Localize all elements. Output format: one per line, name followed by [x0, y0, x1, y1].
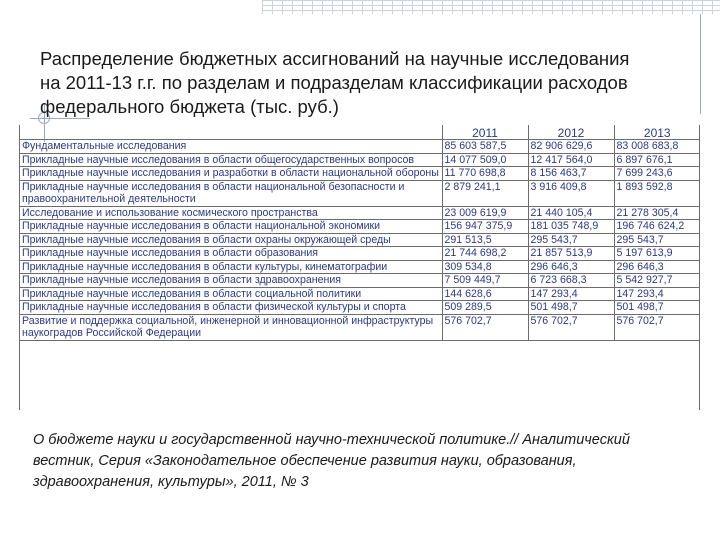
value-2012: 3 916 409,8	[528, 180, 614, 206]
row-name: Прикладные научные исследования в области образования	[20, 247, 442, 261]
header-blank	[20, 125, 442, 140]
value-2013: 501 498,7	[614, 301, 700, 315]
header-year-2011: 2011	[442, 125, 528, 140]
value-2013: 5 197 613,9	[614, 247, 700, 261]
row-name: Развитие и поддержка социальной, инженерной и инновационной инфраструктуры наукоградов Российской Федерации	[20, 314, 442, 340]
value-2013: 83 008 683,8	[614, 140, 700, 154]
value-2012: 501 498,7	[528, 301, 614, 315]
value-2012: 295 543,7	[528, 233, 614, 247]
value-2011: 2 879 241,1	[442, 180, 528, 206]
value-2013: 196 746 624,2	[614, 220, 700, 234]
table-row	[20, 220, 700, 234]
value-2012: 296 646,3	[528, 260, 614, 274]
row-name: Прикладные научные исследования в области национальной безопасности и правоохранительной деятельности	[20, 180, 442, 206]
row-name: Фундаментальные исследования	[20, 140, 442, 154]
value-2012: 6 723 668,3	[528, 274, 614, 288]
title-line: Распределение бюджетных ассигнований на научные исследования	[40, 48, 630, 69]
title-line: федерального бюджета (тыс. руб.)	[40, 96, 339, 117]
table-row	[20, 206, 700, 220]
value-2012: 8 156 463,7	[528, 167, 614, 181]
value-2013: 5 542 927,7	[614, 274, 700, 288]
value-2012: 21 440 105,4	[528, 206, 614, 220]
value-2011: 23 009 619,9	[442, 206, 528, 220]
value-2012: 21 857 513,9	[528, 247, 614, 261]
table-row	[20, 287, 700, 301]
row-name: Прикладные научные исследования и разработки в области национальной обороны	[20, 167, 442, 181]
row-name: Прикладные научные исследования в области охраны окружающей среды	[20, 233, 442, 247]
value-2012: 12 417 564,0	[528, 153, 614, 167]
value-2013: 21 278 305,4	[614, 206, 700, 220]
value-2012: 82 906 629,6	[528, 140, 614, 154]
row-name: Прикладные научные исследования в области здравоохранения	[20, 274, 442, 288]
value-2013: 576 702,7	[614, 314, 700, 340]
value-2013: 296 646,3	[614, 260, 700, 274]
value-2011: 14 077 509,0	[442, 153, 528, 167]
value-2012: 147 293,4	[528, 287, 614, 301]
row-name: Прикладные научные исследования в области физической культуры и спорта	[20, 301, 442, 315]
source-citation	[33, 430, 693, 493]
value-2012: 181 035 748,9	[528, 220, 614, 234]
citation-line: здравоохранения, культуры», 2011, № 3	[33, 474, 309, 490]
budget-table	[20, 125, 700, 341]
table-header-row	[20, 125, 700, 140]
table-row	[20, 180, 700, 206]
citation-line: вестник, Серия «Законодательное обеспечение развития науки, образования,	[33, 453, 577, 469]
row-name: Прикладные научные исследования в области социальной политики	[20, 287, 442, 301]
table-row	[20, 153, 700, 167]
table-row	[20, 274, 700, 288]
decorative-grid	[262, 0, 720, 14]
value-2013: 295 543,7	[614, 233, 700, 247]
title-line: на 2011-13 г.г. по разделам и подразделам классификации расходов	[40, 72, 628, 93]
value-2011: 21 744 698,2	[442, 247, 528, 261]
value-2011: 576 702,7	[442, 314, 528, 340]
value-2013: 147 293,4	[614, 287, 700, 301]
citation-line: О бюджете науки и государственной научно-технической политике.// Аналитический	[33, 432, 630, 448]
row-name: Прикладные научные исследования в области национальной экономики	[20, 220, 442, 234]
row-name: Прикладные научные исследования в области общегосударственных вопросов	[20, 153, 442, 167]
slide-title	[40, 47, 710, 119]
value-2013: 7 699 243,6	[614, 167, 700, 181]
value-2011: 144 628,6	[442, 287, 528, 301]
table-row	[20, 167, 700, 181]
value-2011: 291 513,5	[442, 233, 528, 247]
header-year-2013: 2013	[614, 125, 700, 140]
value-2011: 85 603 587,5	[442, 140, 528, 154]
value-2011: 309 534,8	[442, 260, 528, 274]
header-year-2012: 2012	[528, 125, 614, 140]
value-2012: 576 702,7	[528, 314, 614, 340]
value-2011: 7 509 449,7	[442, 274, 528, 288]
table-row	[20, 233, 700, 247]
table-row	[20, 140, 700, 154]
value-2011: 156 947 375,9	[442, 220, 528, 234]
value-2011: 509 289,5	[442, 301, 528, 315]
table-row	[20, 301, 700, 315]
table-row	[20, 314, 700, 340]
value-2013: 1 893 592,8	[614, 180, 700, 206]
value-2011: 11 770 698,8	[442, 167, 528, 181]
table-row	[20, 247, 700, 261]
value-2013: 6 897 676,1	[614, 153, 700, 167]
row-name: Исследование и использование космического пространства	[20, 206, 442, 220]
row-name: Прикладные научные исследования в области культуры, кинематографии	[20, 260, 442, 274]
table-row	[20, 260, 700, 274]
